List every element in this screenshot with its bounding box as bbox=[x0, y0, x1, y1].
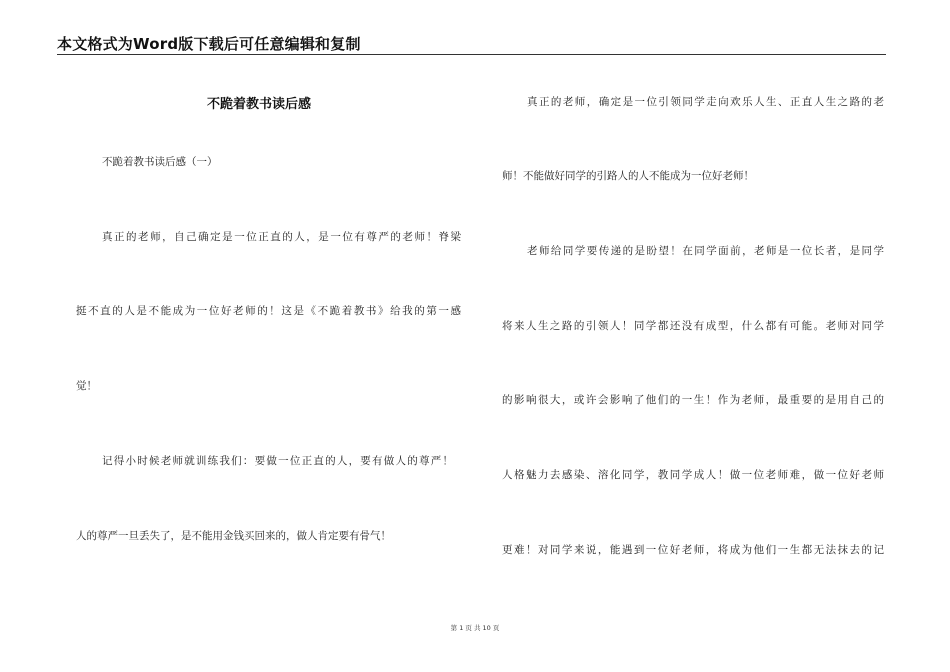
left-line: 不跪着教书读后感（一） bbox=[102, 156, 218, 168]
left-line: 人的尊严一旦丢失了，是不能用金钱买回来的，做人肯定要有骨气！ bbox=[76, 530, 391, 542]
right-line: 的影响很大，或许会影响了他们的一生！作为老师，最重要的是用自己的 bbox=[502, 394, 884, 406]
document-banner: 本文格式为Word版下载后可任意编辑和复制 bbox=[57, 35, 361, 53]
right-line: 老师给同学要传递的是盼望！在同学面前，老师是一位长者，是同学 bbox=[527, 245, 884, 257]
right-line: 将来人生之路的引领人！同学都还没有成型，什么都有可能。老师对同学 bbox=[502, 320, 884, 332]
right-line: 人格魅力去感染、溶化同学，教同学成人！做一位老师难，做一位好老师 bbox=[502, 469, 884, 481]
left-line: 真正的老师，自己确定是一位正直的人，是一位有尊严的老师！脊梁 bbox=[102, 231, 461, 243]
left-line: 觉！ bbox=[76, 380, 97, 392]
right-line: 真正的老师，确定是一位引领同学走向欢乐人生、正直人生之路的老 bbox=[527, 96, 884, 108]
right-line: 更难！对同学来说，能遇到一位好老师，将成为他们一生都无法抹去的记 bbox=[502, 544, 884, 556]
left-line: 挺不直的人是不能成为一位好老师的！这是《不跪着教书》给我的第一感 bbox=[76, 305, 461, 317]
page-footer: 第 1 页 共 10 页 bbox=[450, 624, 500, 632]
left-line: 记得小时候老师就训练我们：要做一位正直的人，要有做人的尊严！ bbox=[102, 455, 453, 467]
header-rule bbox=[57, 54, 886, 55]
right-line: 师！不能做好同学的引路人的人不能成为一位好老师！ bbox=[502, 170, 754, 182]
document-title: 不跪着教书读后感 bbox=[207, 97, 312, 112]
